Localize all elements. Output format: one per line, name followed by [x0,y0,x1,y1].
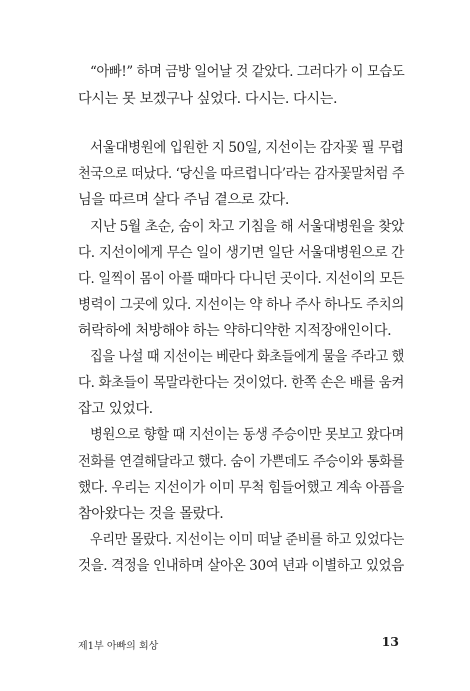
page-number: 13 [381,634,399,649]
text-line: 병력이 그곳에 있다. 지선이는 약 하나 주사 하나도 주치의 [78,297,405,313]
text-line: 다시는 못 보겠구나 싶었다. 다시는. 다시는. [78,91,338,107]
text-line: “아빠!” 하며 금방 일어날 것 같았다. 그러다가 이 모습도 [90,64,405,80]
text-line: 지난 5월 초순, 숨이 차고 기침을 해 서울대병원을 찾았 [90,219,405,235]
text-line: 다. 화초들이 목말라한다는 것이었다. 한쪽 손은 배를 움켜 [78,375,405,391]
text-line: 허락하에 처방해야 하는 약하디약한 지적장애인이다. [78,323,392,339]
text-line: 님을 따르며 살다 주님 곁으로 갔다. [78,192,289,208]
text-line: 참아왔다는 것을 몰랐다. [78,506,224,522]
running-footer-chapter: 제1부 아빠의 회상 [78,641,159,652]
text-line: 병원으로 향할 때 지선이는 동생 주승이만 못보고 왔다며 [90,427,404,443]
text-line: 잡고 있었다. [78,401,153,417]
text-line: 집을 나설 때 지선이는 베란다 화초들에게 물을 주라고 했 [90,349,404,365]
text-line: 천국으로 떠났다. ‘당신을 따르렵니다’라는 감자꽃말처럼 주 [78,166,405,182]
text-line: 했다. 우리는 지선이가 이미 무척 힘들어했고 계속 아픔을 [78,480,404,496]
text-line: 것을. 격정을 인내하며 살아온 30여 년과 이별하고 있었음 [78,558,404,574]
text-line: 서울대병원에 입원한 지 50일, 지선이는 감자꽃 필 무렵 [90,140,404,156]
text-line: 다. 지선이에게 무슨 일이 생기면 일단 서울대병원으로 간 [78,245,404,261]
text-line: 전화를 연결해달라고 했다. 숨이 가쁜데도 주승이와 통화를 [78,454,405,470]
text-line: 다. 일찍이 몸이 아플 때마다 다니던 곳이다. 지선이의 모든 [78,271,405,287]
text-line: 우리만 몰랐다. 지선이는 이미 떠날 준비를 하고 있었다는 [90,532,404,548]
